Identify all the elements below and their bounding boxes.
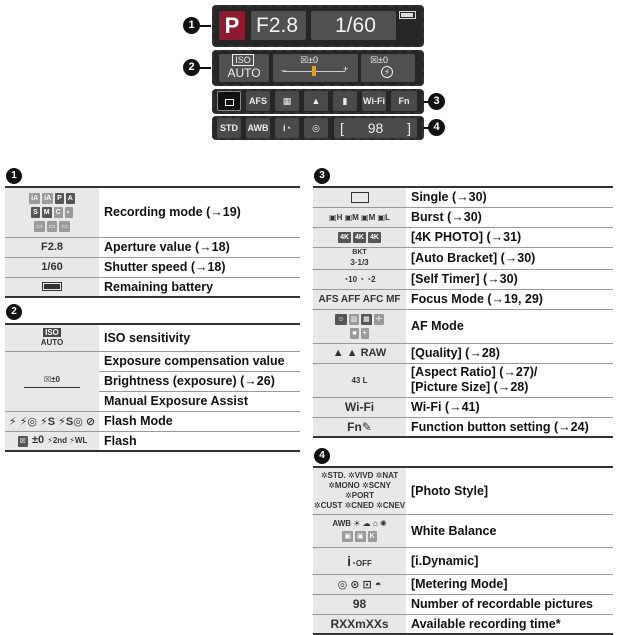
battery-icon [5, 277, 99, 297]
row-text: Single (→30) [406, 187, 613, 207]
aperture-value: F2.8 [256, 14, 299, 37]
section-number-4: 4 [314, 448, 330, 464]
callout-line [199, 25, 211, 27]
i-dynamic-icon: i◔ [275, 118, 299, 138]
row-text: Function button setting (→24) [406, 417, 613, 437]
row-text: [Quality] (→28) [406, 343, 613, 363]
shutter-icon-cell: 1/60 [5, 257, 99, 277]
exposure-icon: ☒ [300, 55, 309, 65]
table-row [313, 207, 613, 227]
table-row [313, 187, 613, 207]
row-text: Flash Mode [99, 411, 300, 431]
table-row [313, 247, 613, 269]
callout-4: 4 [428, 119, 445, 136]
single-icon [313, 187, 406, 207]
table-3 [313, 186, 613, 438]
flash-label: ☒±0 [370, 55, 389, 65]
row-text: [Auto Bracket] (→30) [406, 247, 613, 269]
row-text: Manual Exposure Assist [99, 391, 300, 411]
row-text: Recording mode (→19) [99, 187, 300, 237]
flash-off-icon: ⚡ [381, 66, 393, 78]
row-text: Flash [99, 431, 300, 451]
4k-photo-icons: 4K 4K 4K [313, 227, 406, 247]
white-balance-chip: AWB [246, 118, 270, 138]
af-area-icon: ▦ [275, 91, 299, 111]
aperture-icon-cell: F2.8 [5, 237, 99, 257]
exposure-icon-cell: ☒±0 [5, 351, 99, 411]
table-row [5, 411, 300, 431]
flash-mode-icons: ⚡ ⚡◎ ⚡S ⚡S◎ ⊘ [5, 411, 99, 431]
table-row [313, 397, 613, 417]
row-text: [Self Timer] (→30) [406, 269, 613, 289]
quality-icons: ▲ ▲ RAW [313, 343, 406, 363]
section-number-2: 2 [6, 304, 22, 320]
battery-icon [399, 11, 416, 19]
row-text: [4K PHOTO] (→31) [406, 227, 613, 247]
row-text: Available recording time* [406, 614, 613, 634]
table-row [5, 257, 300, 277]
table-row [313, 343, 613, 363]
row-text: Shutter speed (→18) [99, 257, 300, 277]
wifi-chip: Wi-Fi [362, 91, 386, 111]
row-text: Aperture value (→18) [99, 237, 300, 257]
table-row [313, 289, 613, 309]
iso-value: AUTO [227, 66, 261, 80]
table-row [313, 467, 613, 514]
exposure-pointer [312, 66, 316, 76]
table-row [313, 594, 613, 614]
callout-2: 2 [183, 59, 200, 76]
wrench-icon: ✎ [361, 419, 372, 434]
flash-icon-cell: ☒ ±0 ⚡2nd ⚡WL [5, 431, 99, 451]
recording-mode-badge: P [219, 11, 245, 40]
exposure-icon: ☒ [43, 374, 52, 384]
row-text: Burst (→30) [406, 207, 613, 227]
table-row [313, 514, 613, 547]
row-text: Remaining battery [99, 277, 300, 297]
row-text: [Metering Mode] [406, 574, 613, 594]
table-row [5, 277, 300, 297]
section-number-1: 1 [6, 168, 22, 184]
focus-mode-icons: AFS AFF AFC MF [313, 289, 406, 309]
focus-mode-chip: AFS [246, 91, 270, 111]
callout-1: 1 [183, 17, 200, 34]
table-row [313, 309, 613, 343]
row-text: Focus Mode (→19, 29) [406, 289, 613, 309]
aspect-icon-cell: 43 L [313, 363, 406, 397]
photo-style-chip: STD [217, 118, 241, 138]
table-1 [5, 186, 300, 298]
minus-sign: – [281, 65, 287, 75]
row-text: [Photo Style] [406, 467, 613, 514]
callout-line [199, 67, 211, 69]
iso-label: ISO [228, 55, 258, 65]
table-row [313, 269, 613, 289]
iso-icon-cell: ISO AUTO [5, 324, 99, 351]
af-mode-icons: ☺ ▥ ▦ ✛ ■ + [313, 309, 406, 343]
fn-chip: Fn [391, 91, 417, 111]
row-text: Wi-Fi (→41) [406, 397, 613, 417]
bracket-icon-cell: BKT 3·1/3 [313, 247, 406, 269]
wifi-icon-cell: Wi-Fi [313, 397, 406, 417]
metering-icons: ◎ ⊙ ⊡ ◓ [313, 574, 406, 594]
pictures-count-cell: 98 [313, 594, 406, 614]
section-number-3: 3 [314, 168, 330, 184]
aspect-icon: ▮ [333, 91, 357, 111]
exposure-scale [24, 387, 80, 388]
table-row [313, 574, 613, 594]
table-row [5, 237, 300, 257]
row-text: ISO sensitivity [99, 324, 300, 351]
table-2 [5, 323, 300, 452]
exposure-label: ☒±0 [300, 55, 319, 65]
table-row [313, 614, 613, 634]
table-row [313, 417, 613, 437]
row-text: [Aspect Ratio] (→27)/ [Picture Size] (→28) [406, 363, 613, 397]
table-row [313, 227, 613, 247]
quality-icon: ▲ [304, 91, 328, 111]
row-text: White Balance [406, 514, 613, 547]
table-row [313, 547, 613, 574]
row-text: Number of recordable pictures [406, 594, 613, 614]
recordable-pictures: [ 98 ] [334, 118, 417, 138]
white-balance-icons: AWB ☀ ☁ ⌂ ✺ ▣ ▣ K [313, 514, 406, 547]
table-row [5, 431, 300, 451]
row-text: Brightness (exposure) (→26) [99, 371, 300, 391]
single-drive-icon [217, 91, 241, 111]
metering-icon: ◎ [304, 118, 328, 138]
row-text: Exposure compensation value [99, 351, 300, 371]
recording-mode-icons: iA iA P A S M C ◐ ▭ ▭ ▭ [5, 187, 99, 237]
shutter-value: 1/60 [335, 14, 376, 37]
table-row [5, 324, 300, 351]
plus-sign: + [343, 64, 349, 74]
table-4 [313, 466, 613, 635]
table-row [5, 351, 300, 371]
i-dynamic-off-icon: i◔OFF [313, 547, 406, 574]
table-row [313, 363, 613, 397]
callout-3: 3 [428, 93, 445, 110]
flash-compensation-icon: ☒ [19, 437, 26, 445]
table-row [5, 187, 300, 237]
row-text: [i.Dynamic] [406, 547, 613, 574]
fn-icon-cell: Fn✎ [313, 417, 406, 437]
photo-style-icons: ✲STD. ✲VIVD ✲NAT ✲MONO ✲SCNY ✲PORT ✲CUST ✲CNED ✲CNEV [313, 467, 406, 514]
recording-time-cell: RXXmXXs [313, 614, 406, 634]
row-text: AF Mode [406, 309, 613, 343]
burst-icons: ▣H ▣M ▣M ▣L [313, 207, 406, 227]
self-timer-icons: ◔10 ◔ ◔2 [313, 269, 406, 289]
flash-compensation-icon: ☒ [370, 55, 379, 65]
